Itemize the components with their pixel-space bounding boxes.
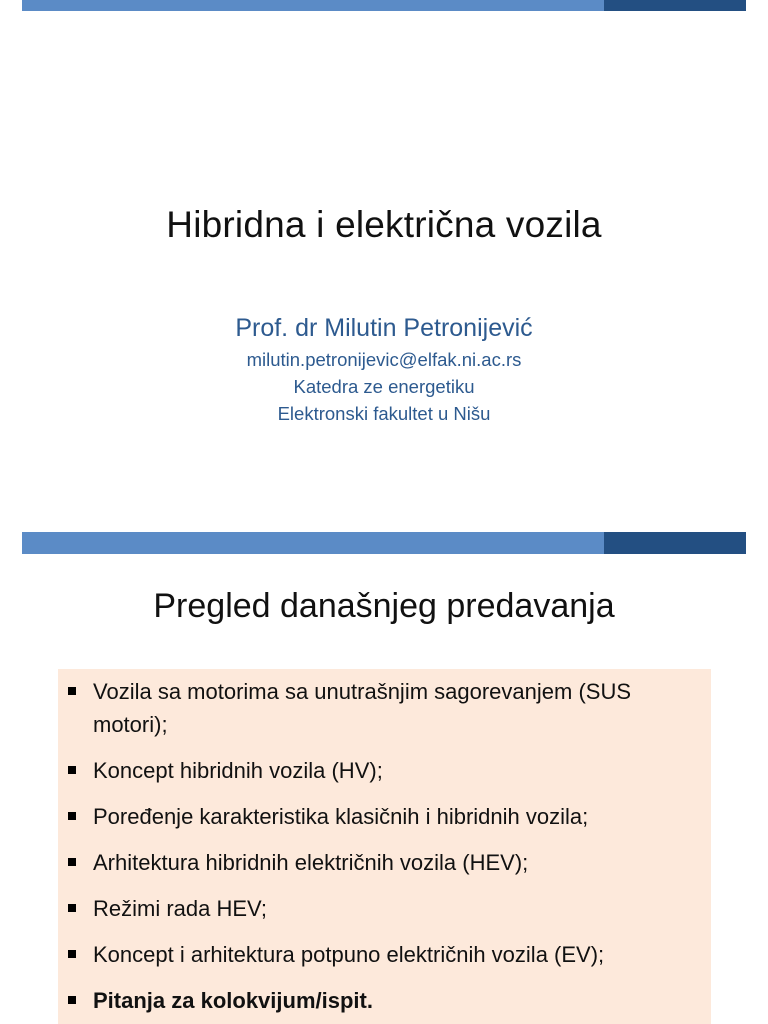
square-bullet-icon	[68, 950, 76, 958]
author-block	[0, 310, 768, 427]
agenda-item	[58, 675, 711, 741]
square-bullet-icon	[68, 996, 76, 1004]
author-faculty: Elektronski fakultet u Nišu	[277, 403, 491, 424]
author-name: Prof. dr Milutin Petronijević	[235, 314, 533, 342]
slide1-title: Hibridna i električna vozila	[166, 204, 602, 245]
square-bullet-icon	[68, 687, 76, 695]
header-bar-light-segment	[22, 0, 604, 11]
author-email: milutin.petronijevic@elfak.ni.ac.rs	[246, 349, 522, 370]
slide2-title: Pregled današnjeg predavanja	[153, 587, 615, 625]
agenda-item-text: Koncept i arhitektura potpuno električnih vozila (EV);	[93, 942, 605, 967]
square-bullet-icon	[68, 812, 76, 820]
agenda-item-text: Režimi rada HEV;	[93, 896, 268, 921]
agenda-item-text: Poređenje karakteristika klasičnih i hibridnih vozila;	[93, 804, 589, 829]
agenda-item	[58, 846, 711, 879]
header-bar-light-segment	[22, 532, 604, 554]
author-department: Katedra ze energetiku	[293, 376, 475, 397]
agenda-box	[58, 669, 711, 1024]
agenda-item	[58, 984, 711, 1017]
square-bullet-icon	[68, 904, 76, 912]
header-bar-dark-segment	[604, 532, 746, 554]
header-bar-dark-segment	[604, 0, 746, 11]
square-bullet-icon	[68, 858, 76, 866]
agenda-item-text: Pitanja za kolokvijum/ispit.	[93, 988, 373, 1013]
agenda-item-text: Vozila sa motorima sa unutrašnjim sagorevanjem (SUS motori);	[93, 679, 632, 737]
agenda-item	[58, 938, 711, 971]
agenda-item-text: Koncept hibridnih vozila (HV);	[93, 758, 383, 783]
agenda-list	[58, 669, 711, 1017]
agenda-item-text: Arhitektura hibridnih električnih vozila (HEV);	[93, 850, 529, 875]
slide1-header-bar	[22, 0, 746, 11]
slide2-header-bar	[22, 532, 746, 554]
agenda-item	[58, 892, 711, 925]
agenda-item	[58, 754, 711, 787]
agenda-item	[58, 800, 711, 833]
square-bullet-icon	[68, 766, 76, 774]
